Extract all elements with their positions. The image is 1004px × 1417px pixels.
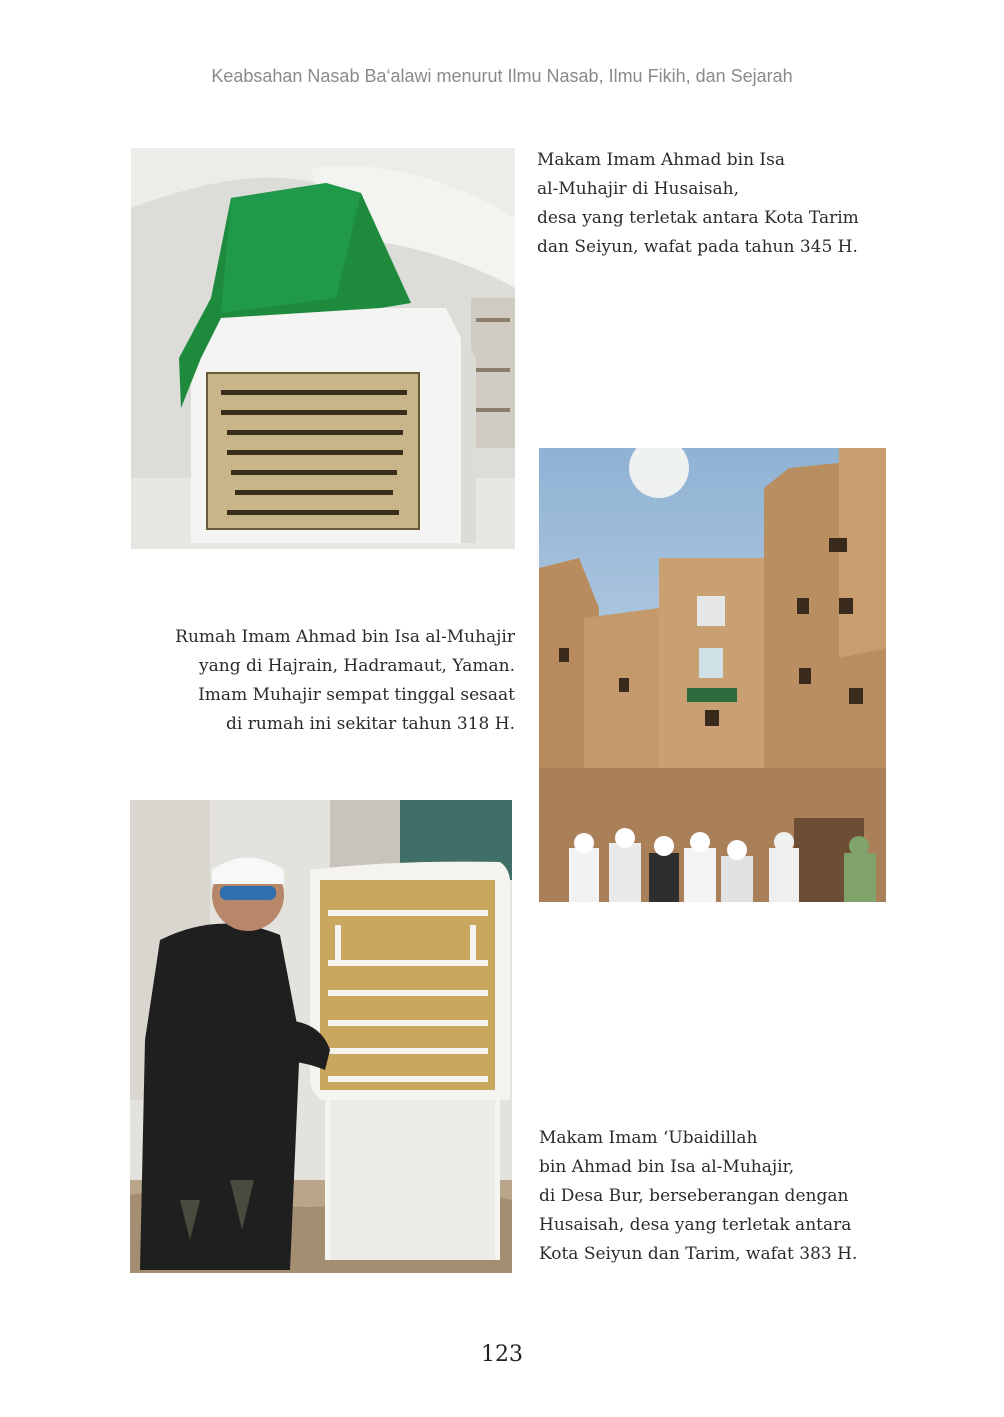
- caption-line: Makam Imam Ahmad bin Isa: [537, 150, 786, 170]
- caption-line: al-Muhajir di Husaisah,: [537, 179, 739, 199]
- caption-line: yang di Hajrain, Hadramaut, Yaman.: [199, 656, 515, 676]
- caption-line: Rumah Imam Ahmad bin Isa al-Muhajir: [175, 627, 515, 647]
- caption-line: di Desa Bur, berseberangan dengan: [539, 1186, 849, 1206]
- caption-line: bin Ahmad bin Isa al-Muhajir,: [539, 1157, 795, 1177]
- caption-line: di rumah ini sekitar tahun 318 H.: [226, 714, 515, 734]
- photo-tomb-ubaidillah: [130, 800, 512, 1273]
- tomb-muhajir-illustration: [131, 148, 515, 549]
- tomb-ubaidillah-illustration: [130, 800, 512, 1273]
- running-head: Keabsahan Nasab Ba‘alawi menurut Ilmu Nasab, Ilmu Fikih, dan Sejarah: [211, 66, 793, 86]
- page-number: 123: [481, 1342, 523, 1367]
- caption-house-hajrain: [150, 623, 515, 739]
- caption-line: Imam Muhajir sempat tinggal sesaat: [198, 685, 515, 705]
- photo-tomb-muhajir: [131, 148, 515, 549]
- caption-tomb-muhajir: [537, 146, 859, 262]
- caption-line: Makam Imam ‘Ubaidillah: [539, 1128, 758, 1148]
- caption-tomb-ubaidillah: [539, 1124, 857, 1269]
- caption-line: dan Seiyun, wafat pada tahun 345 H.: [537, 237, 858, 257]
- photo-house-hajrain: [539, 448, 886, 902]
- caption-line: Husaisah, desa yang terletak antara: [539, 1215, 852, 1235]
- caption-line: desa yang terletak antara Kota Tarim: [537, 208, 859, 228]
- house-hajrain-illustration: [539, 448, 886, 902]
- caption-line: Kota Seiyun dan Tarim, wafat 383 H.: [539, 1244, 858, 1264]
